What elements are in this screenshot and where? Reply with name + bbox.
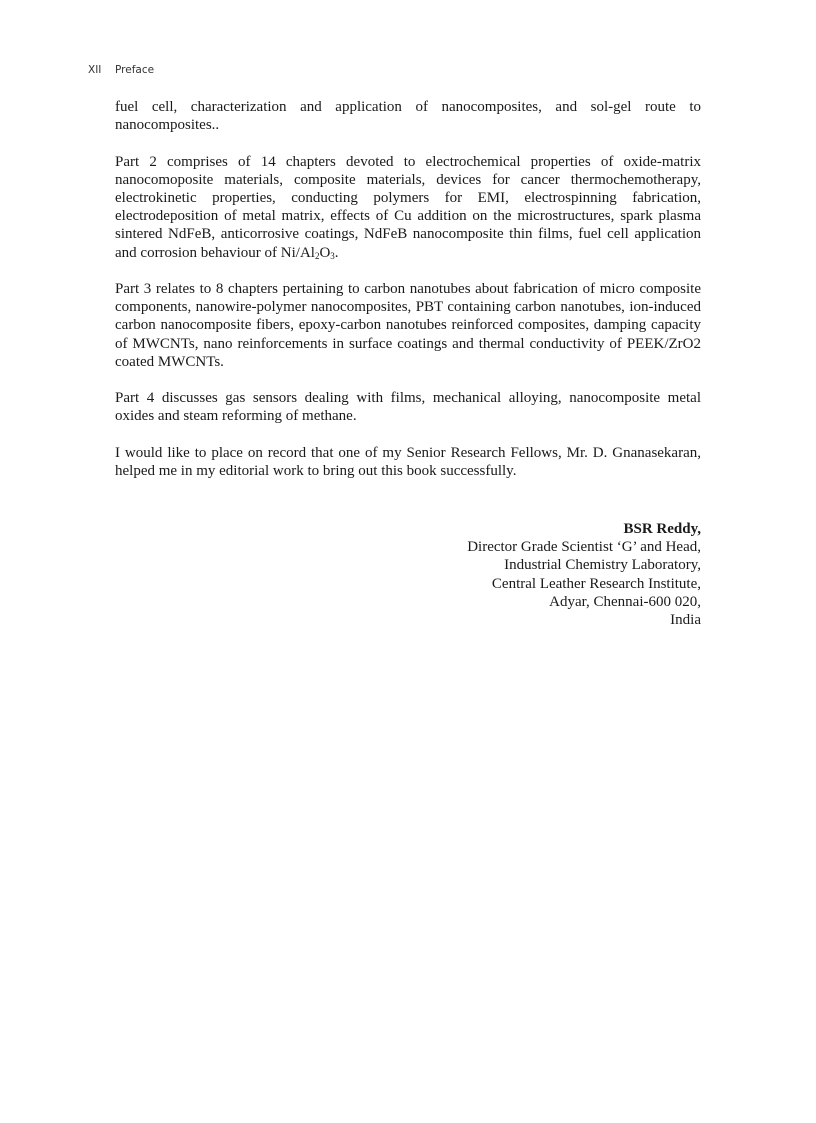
section-title: Preface: [115, 64, 155, 76]
subscript-3: 3: [330, 250, 335, 261]
page-number: XII: [88, 64, 102, 76]
subscript-2: 2: [314, 250, 320, 261]
formula-oxygen: O: [319, 244, 331, 261]
signature-block: [467, 520, 701, 629]
paragraph-part-2-end: .: [334, 244, 339, 261]
paragraph-acknowledgement: I would like to place on record that one of my Senior Research Fellows, Mr. D. Gnanasekaran, helped me in my editorial work to bring out this book successfully.: [115, 444, 701, 479]
signature-line: Adyar, Chennai-600 020,: [549, 593, 701, 610]
paragraph-part-2: [115, 153, 701, 262]
preface-body: [115, 98, 701, 480]
signature-line: Director Grade Scientist ‘G’ and Head,: [467, 539, 701, 556]
paragraph-continuation: fuel cell, characterization and application of nanocomposites, and sol-gel route to nanocomposites..: [115, 99, 701, 134]
paragraph-part-2-text: Part 2 comprises of 14 chapters devoted to electrochemical properties of oxide-matrix nanocomoposite materials, composite materials, devices for cancer thermochemotherapy, electrokinetic properties, conducting polymers for EMI, electrospinning fabrication, electrodeposition of metal matrix, effects of Cu addition on the microstructures, spark plasma sintered NdFeB, anticorrosive coatings, NdFeB nanocomposite thin films, fuel cell application and corrosion behaviour of Ni/Al: [115, 153, 701, 261]
signature-line: India: [670, 612, 701, 629]
paragraph-part-4: Part 4 discusses gas sensors dealing with films, mechanical alloying, nanocomposite metal oxides and steam reforming of methane.: [115, 390, 701, 425]
signature-line: Central Leather Research Institute,: [491, 575, 701, 592]
signature-name: BSR Reddy,: [623, 521, 701, 537]
paragraph-part-3: Part 3 relates to 8 chapters pertaining to carbon nanotubes about fabrication of micro composite components, nanowire-polymer nanocomposites, PBT containing carbon nanotubes, ion-induced carbon nanocomposite fibers, epoxy-carbon nanotubes reinforced composites, damping capacity of MWCNTs, nano reinforcements in surface coatings and thermal conductivity of PEEK/ZrO2 coated MWCNTs.: [115, 281, 701, 370]
signature-line: Industrial Chemistry Laboratory,: [504, 557, 701, 574]
running-head: [88, 64, 154, 76]
